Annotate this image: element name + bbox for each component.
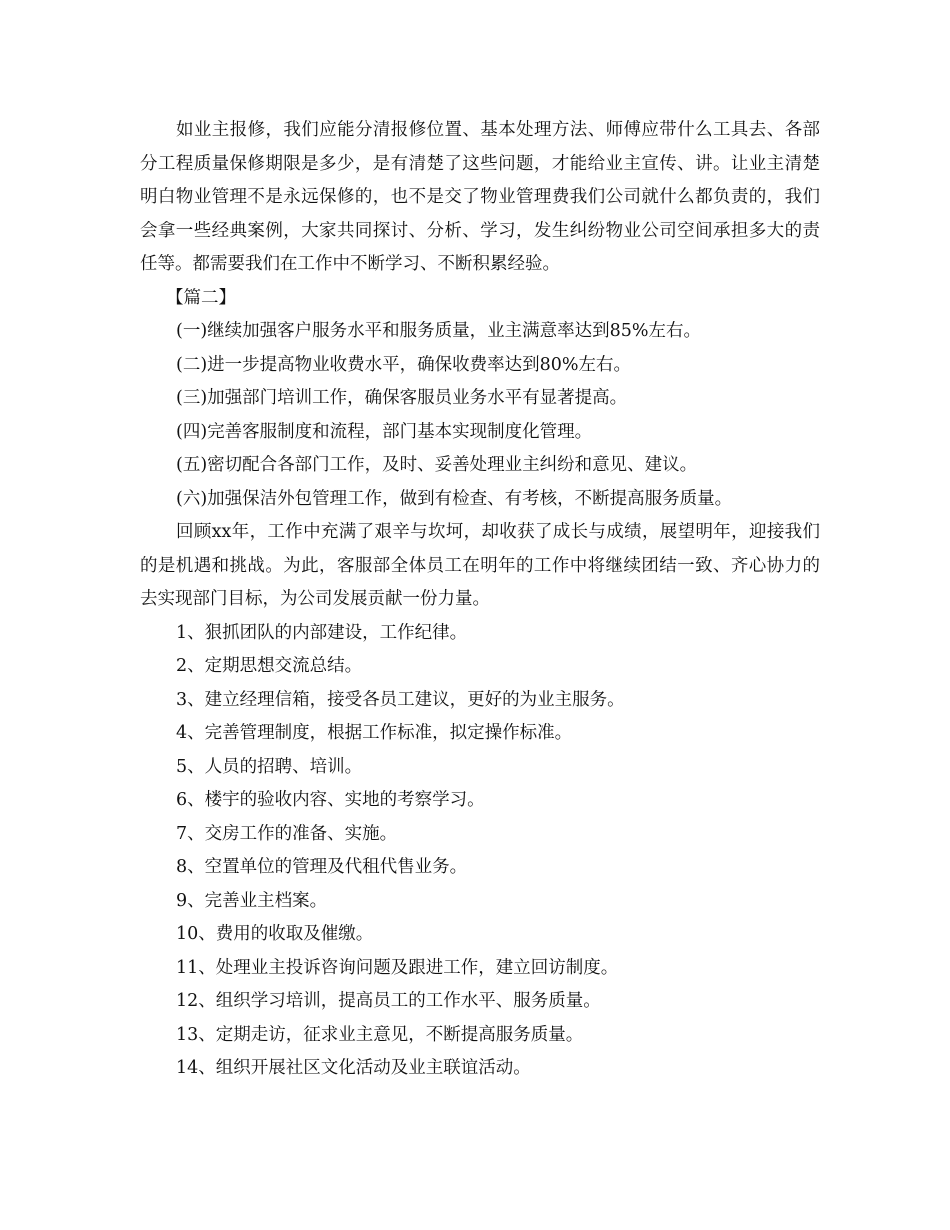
goals-list (140, 315, 820, 516)
goal-item: (四)完善客服制度和流程，部门基本实现制度化管理。 (176, 421, 593, 442)
goal-item: (五)密切配合各部门工作，及时、妥善处理业主纠纷和意见、建议。 (176, 455, 698, 475)
review-paragraph: 回顾xx年，工作中充满了艰辛与坎坷，却收获了成长与成绩，展望明年，迎接我们的是机遇和挑战。为此，客服部全体员工在明年的工作中将继续团结一致、齐心协力的去实现部门目标，为公司发展贡献一份力量。 (140, 522, 820, 609)
goal-item: (一)继续加强客户服务水平和服务质量，业主满意率达到85%左右。 (176, 321, 702, 341)
plan-item: 7、交房工作的准备、实施。 (176, 823, 398, 844)
plan-item: 1、狠抓团队的内部建设，工作纪律。 (176, 622, 468, 643)
goal-item: (三)加强部门培训工作，确保客服员业务水平有显著提高。 (176, 388, 628, 408)
plan-item: 14、组织开展社区文化活动及业主联谊活动。 (176, 1058, 531, 1078)
plan-item: 11、处理业主投诉咨询问题及跟进工作，建立回访制度。 (176, 957, 619, 978)
plan-item: 4、完善管理制度，根据工作标准，拟定操作标准。 (176, 723, 573, 743)
goal-item: (六)加强保洁外包管理工作，做到有检查、有考核，不断提高服务质量。 (176, 488, 733, 509)
plan-item: 12、组织学习培训，提高员工的工作水平、服务质量。 (176, 991, 601, 1011)
intro-paragraph: 如业主报修，我们应能分清报修位置、基本处理方法、师傅应带什么工具去、各部分工程质量保修期限是多少，是有清楚了这些问题，才能给业主宣传、讲。让业主清楚明白物业管理不是永远保修的，也不是交了物业管理费我们公司就什么都负责的，我们会拿一些经典案例，大家共同探讨、分析、学习，发生纠纷物业公司空间承担多大的责任等。都需要我们在工作中不断学习、不断积累经验。 (140, 120, 820, 274)
plan-item: 2、定期思想交流总结。 (176, 656, 363, 676)
plan-item: 8、空置单位的管理及代租代售业务。 (176, 857, 468, 877)
plan-item: 9、完善业主档案。 (176, 890, 328, 911)
plan-item: 5、人员的招聘、培训。 (176, 756, 363, 777)
goal-item: (二)进一步提高物业收费水平，确保收费率达到80%左右。 (176, 354, 632, 375)
plan-item: 6、楼宇的验收内容、实地的考察学习。 (176, 790, 485, 810)
plan-item: 13、定期走访，征求业主意见，不断提高服务质量。 (176, 1024, 584, 1045)
plan-item: 10、费用的收取及催缴。 (176, 924, 374, 944)
document-body (140, 114, 820, 1086)
section-heading: 【篇二】 (166, 287, 236, 308)
plan-list (140, 617, 820, 1086)
plan-item: 3、建立经理信箱，接受各员工建议，更好的为业主服务。 (176, 689, 625, 710)
